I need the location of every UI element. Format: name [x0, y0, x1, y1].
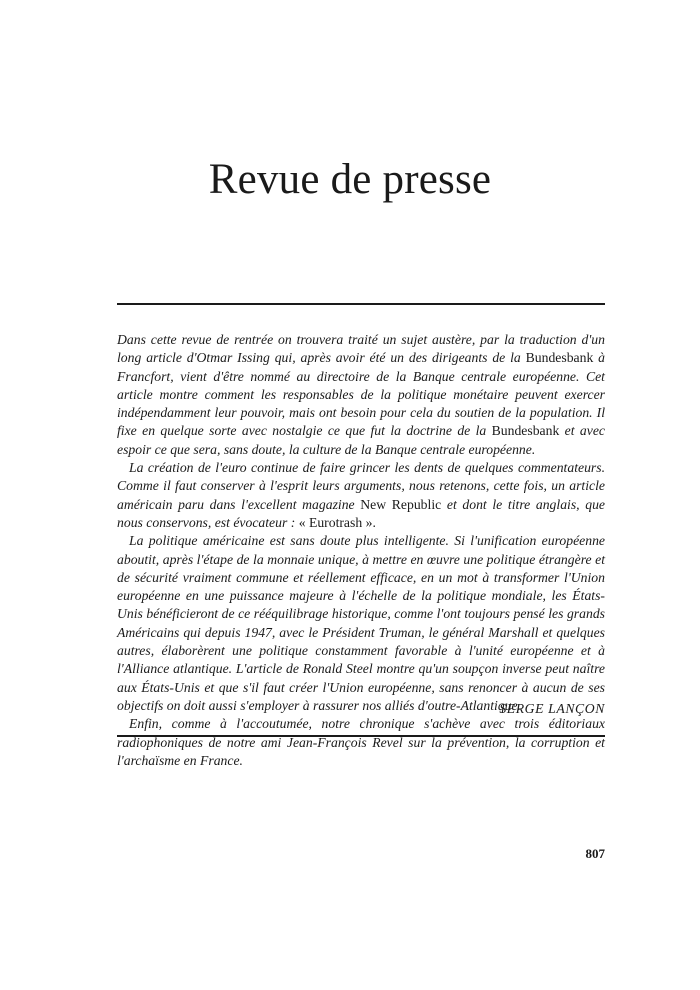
paragraph-1-bundesbank-1: Bundesbank [525, 350, 594, 366]
bottom-divider [117, 735, 605, 737]
paragraph-4: Enfin, comme à l'accoutumée, notre chronique s'achève avec trois éditoriaux radiophoniques de notre ami Jean-François Revel sur la prévention, la corruption et l'archaïsme en France. [117, 716, 605, 768]
top-divider [117, 303, 605, 305]
paragraph-3: La politique américaine est sans doute plus intelligente. Si l'unification européenne aboutit, après l'étape de la monnaie unique, à mettre en œuvre une politique étrangère et de sécurité vraiment commune et réellement efficace, en un mot à transformer l'Union européenne en une puissance majeure à l'échelle de la politique mondiale, les États-Unis bénéficieront de ce rééquilibrage historique, comme l'ont toujours pensé les grands Américains qui depuis 1947, avec le Président Truman, le général Marshall et quelques autres, élaborèrent une politique constamment favorable à l'unité européenne et à l'Alliance atlantique. L'article de Ronald Steel montre qu'un soupçon inverse peut naître aux États-Unis et que s'il faut créer l'Union européenne, sans renoncer à aucun de ses objectifs on doit aussi s'employer à rassurer nos alliés d'outre-Atlantique. [117, 533, 605, 713]
author-signature: SERGE LANÇON [499, 701, 605, 716]
paragraph-2-magazine-name: New Republic [360, 496, 442, 512]
paragraph-1-part-a: Dans cette revue de rentrée on trouvera traité un sujet austère, par la traduction d'un long article d'Otmar Issing qui, après avoir été un des dirigeants de la [117, 332, 605, 366]
page-number: 807 [585, 846, 605, 861]
paragraph-1-part-e: et avec espoir ce que sera, sans doute, la culture de la Banque centrale européenne. [117, 423, 605, 457]
paragraph-1-bundesbank-2: Bundesbank [491, 423, 560, 439]
paragraph-1 [117, 331, 605, 459]
page-title: Revue de presse [208, 156, 492, 203]
paragraph-2-title-quote: « Eurotrash ». [298, 514, 376, 530]
paragraph-1-part-c: à Francfort, vient d'être nommé au directoire de la Banque centrale européenne. Cet article montre comment les responsables de la politique monétaire peuvent exercer indépendamment leur pouvoir, mais ont besoin pour cela du soutien de la population. Il fixe en quelque sorte avec nostalgie ce que fut la doctrine de la [117, 350, 605, 439]
paragraph-2-part-c: et dont le titre anglais, que nous conservons, est évocateur : [117, 496, 606, 530]
paragraph-2 [117, 459, 605, 532]
paragraph-2-part-a: La création de l'euro continue de faire grincer les dents de quelques commentateurs. Comme il faut conserver à l'esprit leurs arguments, nous retenons, cette fois, un article américain paru dans l'excellent magazine [117, 460, 605, 512]
